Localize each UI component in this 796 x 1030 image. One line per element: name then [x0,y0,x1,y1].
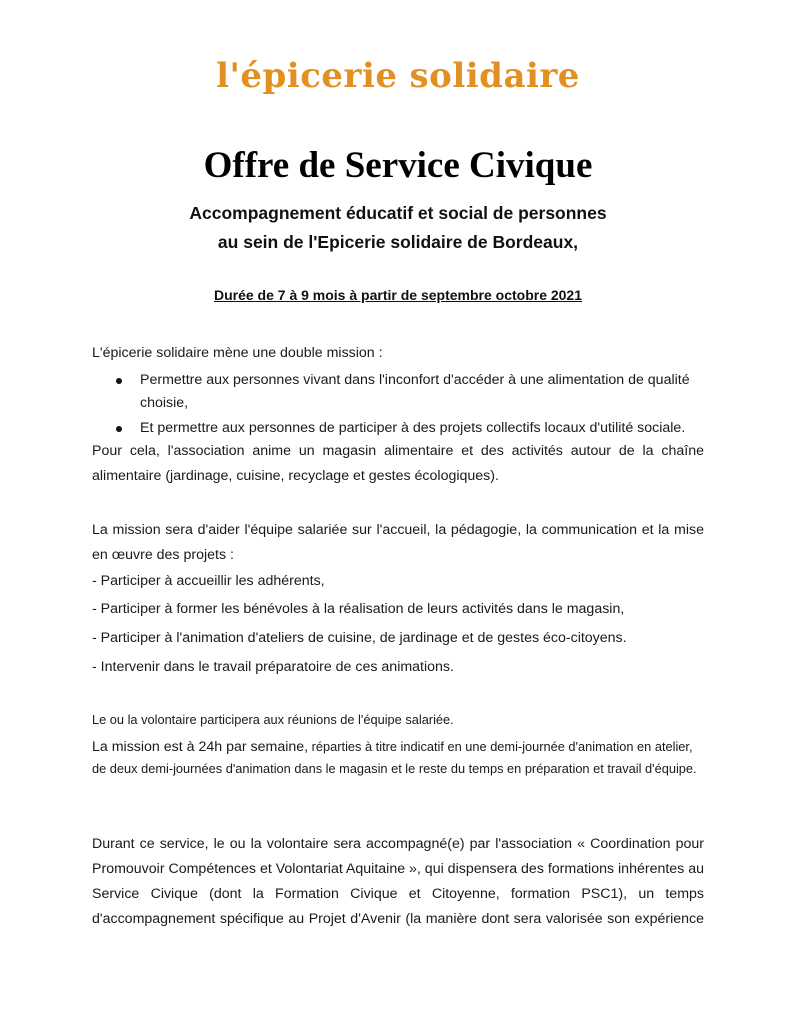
association-paragraph: Pour cela, l'association anime un magasin alimentaire et des activités autour de la chaîne alimentaire (jardinage, cuisine, recyclage et gestes écologiques). [92,443,704,484]
bullet-icon [116,426,122,432]
bullet-icon [116,378,122,384]
schedule-lead: La mission est à 24h par semaine, [92,739,309,755]
schedule-rest: réparties à titre indicatif en une demi-journée d'animation en atelier, de deux demi-journées d'animation dans le magasin et le reste du temps en préparation et travail d'équipe. [92,739,697,776]
logo-word-1: l'épicerie [216,56,398,96]
mission-list [112,369,704,442]
list-item [112,417,704,440]
intro-paragraph: L'épicerie solidaire mène une double mission : [92,345,383,361]
task-line: - Participer à l'animation d'ateliers de cuisine, de jardinage et de gestes éco-citoyens. [92,630,627,646]
logo [0,56,796,96]
support-paragraph: Durant ce service, le ou la volontaire sera accompagné(e) par l'association « Coordination pour Promouvoir Compétences et Volontariat Aquitaine », qui dispensera des formations inhérentes au Service Civique (dont la Formation Civique et Citoyenne, formation PSC1), un temps d'accompagnement spécifique au Projet d'Avenir (la manière dont sera valorisée son expérience [92,836,705,927]
mission-text: Permettre aux personnes vivant dans l'inconfort d'accéder à une alimentation de qualité choisie, [140,372,690,411]
page-title: Offre de Service Civique [203,145,593,186]
meetings-paragraph: Le ou la volontaire participera aux réunions de l'équipe salariée. [92,712,454,727]
logo-word-2: solidaire [409,56,580,96]
task-line: - Participer à accueillir les adhérents, [92,573,325,589]
task-line: - Intervenir dans le travail préparatoire de ces animations. [92,659,454,675]
task-line: - Participer à former les bénévoles à la réalisation de leurs activités dans le magasin, [92,601,625,617]
subtitle-line-1: Accompagnement éducatif et social de personnes [189,203,607,223]
subtitle-line-2: au sein de l'Epicerie solidaire de Bordeaux, [217,232,579,252]
mission-text: Et permettre aux personnes de participer à des projets collectifs locaux d'utilité sociale. [140,420,686,436]
schedule-paragraph [92,736,704,780]
mission-intro-paragraph: La mission sera d'aider l'équipe salariée sur l'accueil, la pédagogie, la communication et la mise en œuvre des projets : [92,522,704,563]
duration: Durée de 7 à 9 mois à partir de septembre octobre 2021 [213,287,583,303]
list-item [112,369,704,415]
